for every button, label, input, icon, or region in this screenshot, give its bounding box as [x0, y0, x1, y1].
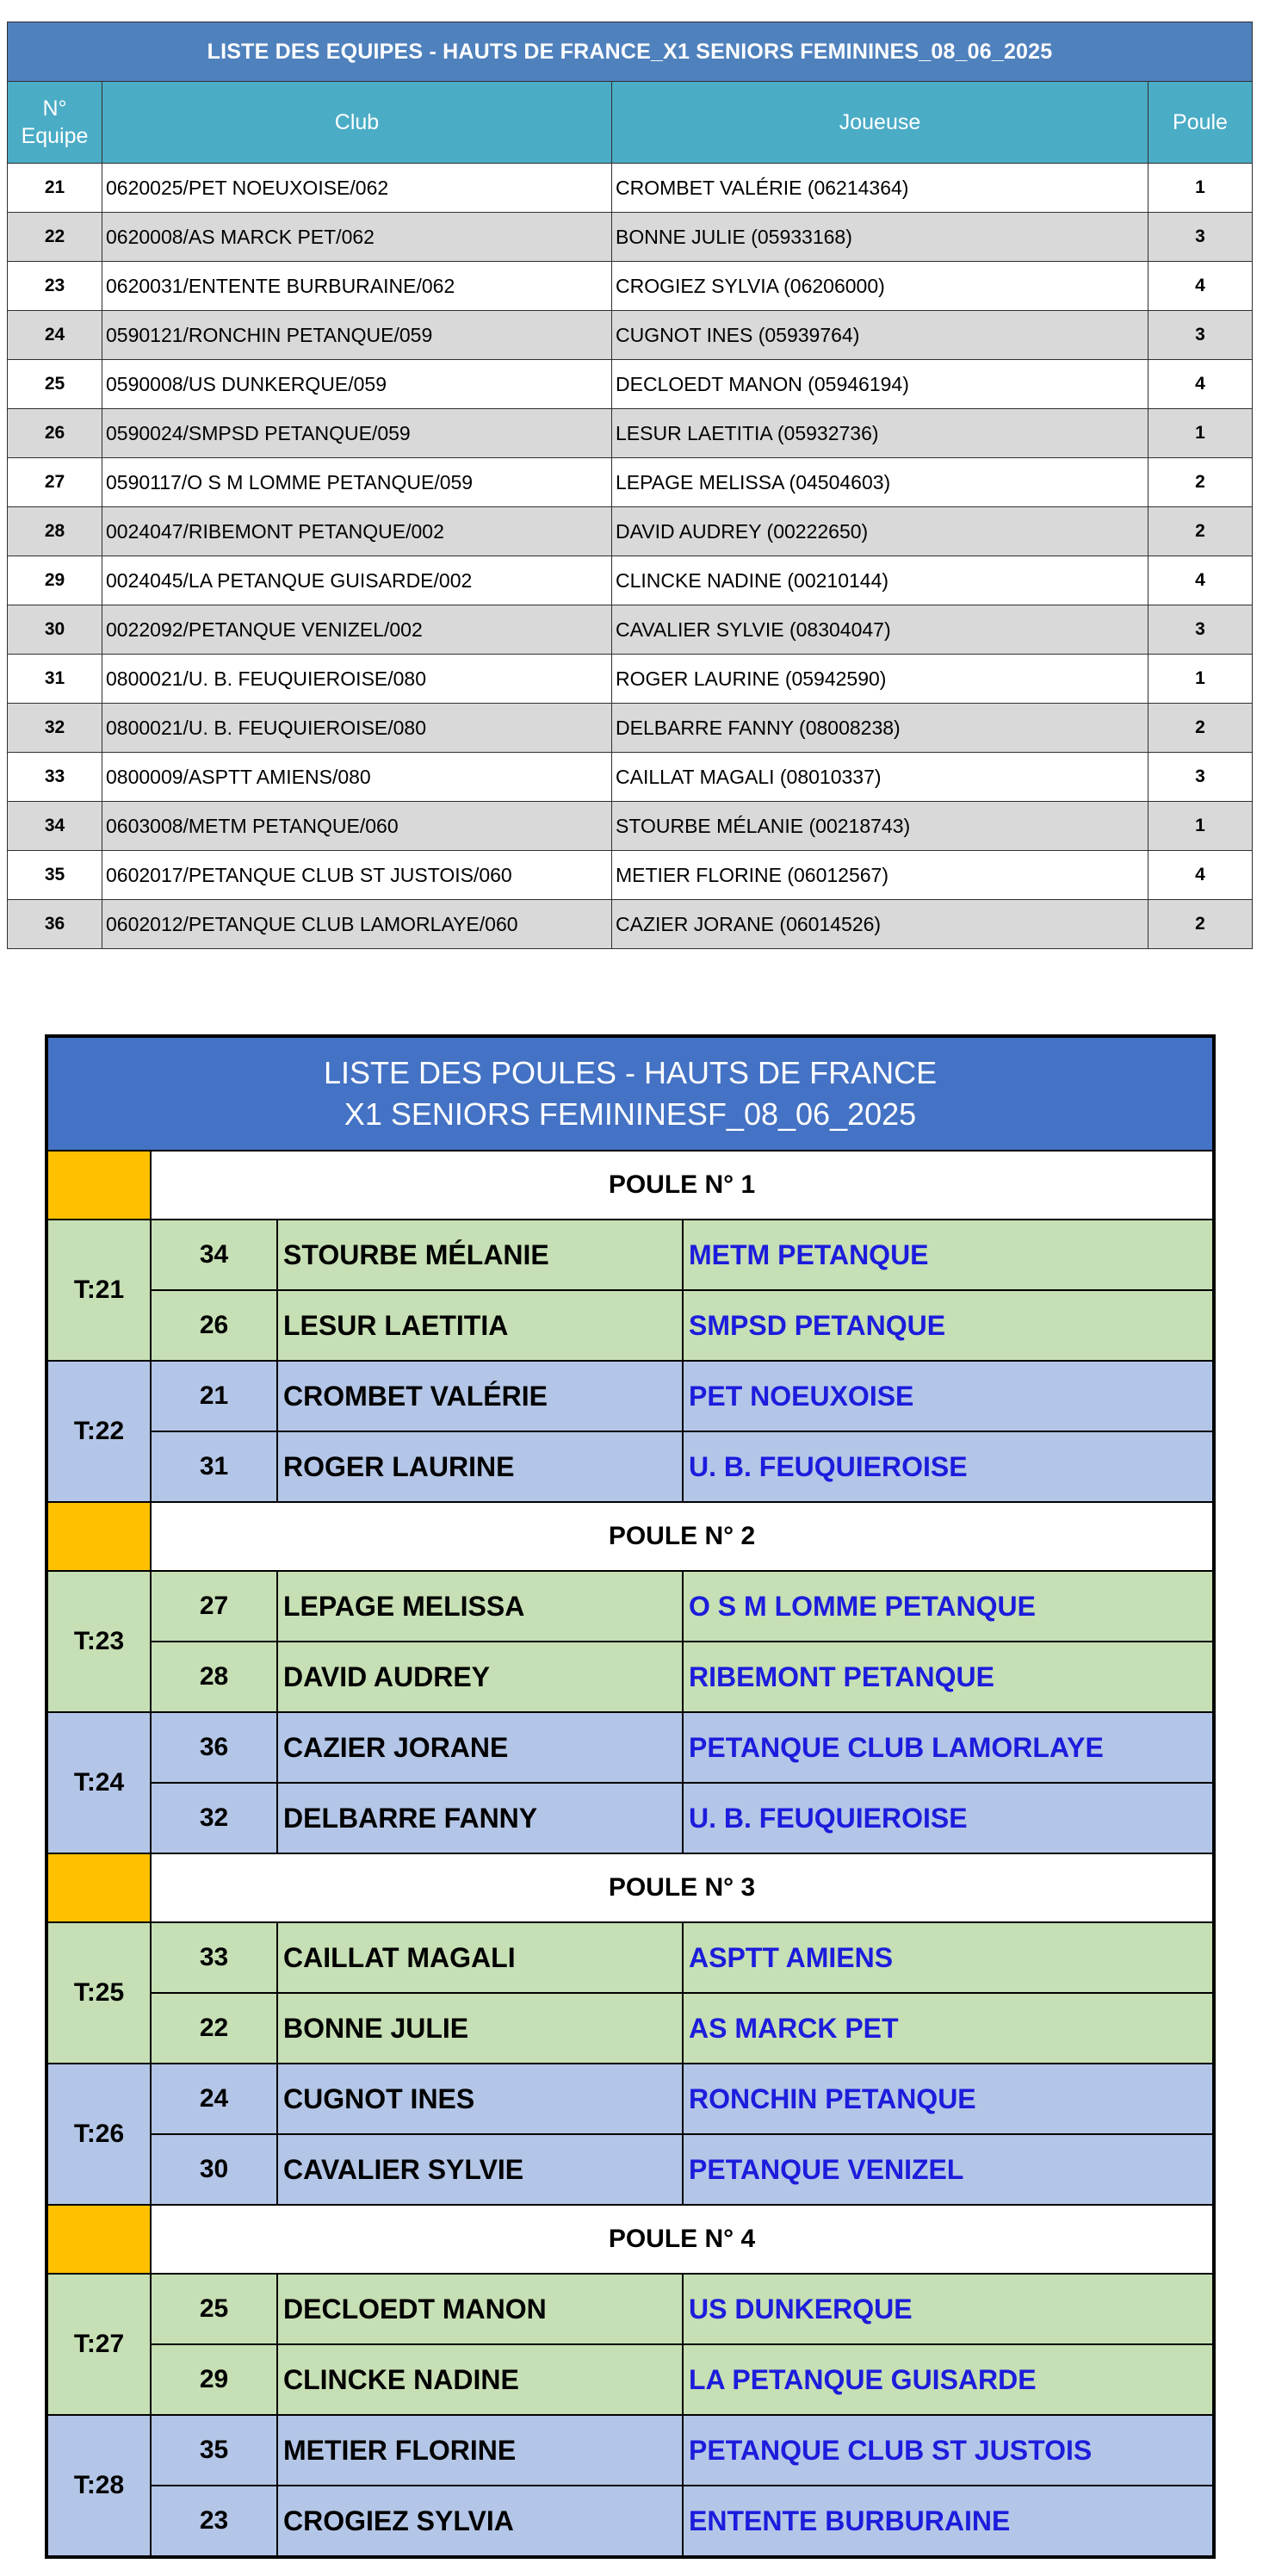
- team-number: 29: [151, 2344, 277, 2415]
- header-pool: Poule: [1148, 82, 1253, 164]
- team-number: 33: [151, 1922, 277, 1993]
- club-name: METM PETANQUE: [683, 1220, 1214, 1290]
- player-name: DAVID AUDREY: [277, 1642, 683, 1712]
- player-name: LEPAGE MELISSA (04504603): [612, 458, 1148, 507]
- pool-header-row: [46, 1853, 1214, 1922]
- player-name: DELBARRE FANNY: [277, 1783, 683, 1853]
- player-name: CLINCKE NADINE: [277, 2344, 683, 2415]
- player-name: CAVALIER SYLVIE: [277, 2134, 683, 2205]
- club-name: 0800009/ASPTT AMIENS/080: [102, 753, 612, 802]
- pool-number: 4: [1148, 556, 1253, 605]
- club-name: 0800021/U. B. FEUQUIEROISE/080: [102, 655, 612, 704]
- table-row: [8, 851, 1253, 900]
- club-name: 0620031/ENTENTE BURBURAINE/062: [102, 262, 612, 311]
- pool-number: 3: [1148, 311, 1253, 360]
- pool-number: 2: [1148, 900, 1253, 949]
- team-number: 21: [151, 1361, 277, 1431]
- team-number: 32: [8, 704, 102, 753]
- player-name: CAILLAT MAGALI (08010337): [612, 753, 1148, 802]
- pool-team-row: [46, 2274, 1214, 2344]
- table-row: [8, 704, 1253, 753]
- team-number: 27: [8, 458, 102, 507]
- player-name: CAZIER JORANE: [277, 1712, 683, 1783]
- pool-number: 4: [1148, 360, 1253, 409]
- team-number: 36: [8, 900, 102, 949]
- player-name: CROMBET VALÉRIE: [277, 1361, 683, 1431]
- club-name: PET NOEUXOISE: [683, 1361, 1214, 1431]
- team-number: 25: [8, 360, 102, 409]
- team-number: 25: [151, 2274, 277, 2344]
- pool-marker: [46, 2205, 151, 2274]
- club-name: PETANQUE CLUB ST JUSTOIS: [683, 2415, 1214, 2486]
- team-number: 26: [8, 409, 102, 458]
- club-name: 0620008/AS MARCK PET/062: [102, 213, 612, 262]
- team-number: 30: [8, 605, 102, 655]
- match-table-number: T:25: [46, 1922, 151, 2064]
- team-number: 34: [151, 1220, 277, 1290]
- pool-team-row: [46, 2415, 1214, 2486]
- club-name: 0602017/PETANQUE CLUB ST JUSTOIS/060: [102, 851, 612, 900]
- teams-table-header: [8, 82, 1253, 164]
- player-name: METIER FLORINE (06012567): [612, 851, 1148, 900]
- pool-header-row: [46, 1151, 1214, 1220]
- pools-title-line1: LISTE DES POULES - HAUTS DE FRANCE: [323, 1055, 938, 1090]
- club-name: U. B. FEUQUIEROISE: [683, 1783, 1214, 1853]
- player-name: LESUR LAETITIA: [277, 1290, 683, 1361]
- match-table-number: T:22: [46, 1361, 151, 1502]
- team-number: 36: [151, 1712, 277, 1783]
- pool-number: 1: [1148, 164, 1253, 213]
- player-name: CAVALIER SYLVIE (08304047): [612, 605, 1148, 655]
- pool-number: 3: [1148, 213, 1253, 262]
- table-row: [8, 360, 1253, 409]
- team-number: 23: [8, 262, 102, 311]
- club-name: 0590117/O S M LOMME PETANQUE/059: [102, 458, 612, 507]
- player-name: CUGNOT INES: [277, 2064, 683, 2134]
- team-number: 29: [8, 556, 102, 605]
- table-row: [8, 213, 1253, 262]
- club-name: 0602012/PETANQUE CLUB LAMORLAYE/060: [102, 900, 612, 949]
- pool-number: 1: [1148, 802, 1253, 851]
- teams-table: [7, 22, 1253, 949]
- table-row: [8, 311, 1253, 360]
- pool-team-row: [46, 1220, 1214, 1290]
- pool-number: 3: [1148, 605, 1253, 655]
- table-row: [8, 900, 1253, 949]
- pool-team-row: [46, 2344, 1214, 2415]
- pool-team-row: [46, 1571, 1214, 1642]
- table-row: [8, 605, 1253, 655]
- player-name: BONNE JULIE: [277, 1993, 683, 2064]
- club-name: 0024045/LA PETANQUE GUISARDE/002: [102, 556, 612, 605]
- pool-team-row: [46, 1712, 1214, 1783]
- team-number: 23: [151, 2486, 277, 2557]
- player-name: CAILLAT MAGALI: [277, 1922, 683, 1993]
- pool-team-row: [46, 1642, 1214, 1712]
- club-name: 0024047/RIBEMONT PETANQUE/002: [102, 507, 612, 556]
- club-name: 0590008/US DUNKERQUE/059: [102, 360, 612, 409]
- player-name: CROGIEZ SYLVIA: [277, 2486, 683, 2557]
- team-number: 32: [151, 1783, 277, 1853]
- club-name: RIBEMONT PETANQUE: [683, 1642, 1214, 1712]
- pool-number: 4: [1148, 851, 1253, 900]
- player-name: DAVID AUDREY (00222650): [612, 507, 1148, 556]
- table-row: [8, 802, 1253, 851]
- table-row: [8, 409, 1253, 458]
- match-table-number: T:23: [46, 1571, 151, 1712]
- pool-label: POULE N° 3: [151, 1853, 1214, 1922]
- pool-marker: [46, 1853, 151, 1922]
- team-number: 34: [8, 802, 102, 851]
- team-number: 22: [8, 213, 102, 262]
- table-row: [8, 164, 1253, 213]
- pool-header-row: [46, 2205, 1214, 2274]
- team-number: 35: [8, 851, 102, 900]
- player-name: DECLOEDT MANON: [277, 2274, 683, 2344]
- pools-table: [45, 1034, 1216, 2559]
- pool-label: POULE N° 2: [151, 1502, 1214, 1571]
- team-number: 24: [8, 311, 102, 360]
- player-name: STOURBE MÉLANIE: [277, 1220, 683, 1290]
- club-name: RONCHIN PETANQUE: [683, 2064, 1214, 2134]
- match-table-number: T:24: [46, 1712, 151, 1853]
- club-name: ASPTT AMIENS: [683, 1922, 1214, 1993]
- team-number: 24: [151, 2064, 277, 2134]
- match-table-number: T:27: [46, 2274, 151, 2415]
- table-row: [8, 507, 1253, 556]
- header-team-number: N° Equipe: [8, 82, 102, 164]
- pool-team-row: [46, 1361, 1214, 1431]
- team-number: 28: [8, 507, 102, 556]
- pool-number: 3: [1148, 753, 1253, 802]
- pool-team-row: [46, 1290, 1214, 1361]
- player-name: ROGER LAURINE: [277, 1431, 683, 1502]
- player-name: BONNE JULIE (05933168): [612, 213, 1148, 262]
- player-name: LESUR LAETITIA (05932736): [612, 409, 1148, 458]
- pool-team-row: [46, 1431, 1214, 1502]
- pool-number: 2: [1148, 507, 1253, 556]
- pools-title-line2: X1 SENIORS FEMININESF_08_06_2025: [344, 1096, 917, 1132]
- team-number: 30: [151, 2134, 277, 2205]
- pool-marker: [46, 1502, 151, 1571]
- team-number: 35: [151, 2415, 277, 2486]
- table-row: [8, 262, 1253, 311]
- team-number: 31: [8, 655, 102, 704]
- team-number: 31: [151, 1431, 277, 1502]
- team-number: 28: [151, 1642, 277, 1712]
- header-player: Joueuse: [612, 82, 1148, 164]
- pool-team-row: [46, 2486, 1214, 2557]
- table-row: [8, 458, 1253, 507]
- club-name: 0603008/METM PETANQUE/060: [102, 802, 612, 851]
- team-number: 27: [151, 1571, 277, 1642]
- pool-number: 4: [1148, 262, 1253, 311]
- table-row: [8, 753, 1253, 802]
- pool-number: 2: [1148, 458, 1253, 507]
- club-name: 0620025/PET NOEUXOISE/062: [102, 164, 612, 213]
- player-name: CAZIER JORANE (06014526): [612, 900, 1148, 949]
- pool-label: POULE N° 4: [151, 2205, 1214, 2274]
- club-name: AS MARCK PET: [683, 1993, 1214, 2064]
- match-table-number: T:21: [46, 1220, 151, 1361]
- table-row: [8, 556, 1253, 605]
- player-name: DELBARRE FANNY (08008238): [612, 704, 1148, 753]
- pool-marker: [46, 1151, 151, 1220]
- table-row: [8, 655, 1253, 704]
- club-name: O S M LOMME PETANQUE: [683, 1571, 1214, 1642]
- club-name: PETANQUE VENIZEL: [683, 2134, 1214, 2205]
- header-club: Club: [102, 82, 612, 164]
- teams-table-title: LISTE DES EQUIPES - HAUTS DE FRANCE_X1 SENIORS FEMININES_08_06_2025: [8, 22, 1253, 82]
- pool-number: 2: [1148, 704, 1253, 753]
- team-number: 22: [151, 1993, 277, 2064]
- pool-team-row: [46, 1783, 1214, 1853]
- pools-table-body: [46, 1151, 1214, 2557]
- player-name: CLINCKE NADINE (00210144): [612, 556, 1148, 605]
- pool-label: POULE N° 1: [151, 1151, 1214, 1220]
- team-number: 26: [151, 1290, 277, 1361]
- club-name: 0022092/PETANQUE VENIZEL/002: [102, 605, 612, 655]
- player-name: METIER FLORINE: [277, 2415, 683, 2486]
- club-name: U. B. FEUQUIEROISE: [683, 1431, 1214, 1502]
- club-name: 0800021/U. B. FEUQUIEROISE/080: [102, 704, 612, 753]
- pool-team-row: [46, 2134, 1214, 2205]
- pool-number: 1: [1148, 409, 1253, 458]
- match-table-number: T:28: [46, 2415, 151, 2557]
- pools-table-title: [46, 1036, 1214, 1151]
- team-number: 33: [8, 753, 102, 802]
- player-name: CUGNOT INES (05939764): [612, 311, 1148, 360]
- team-number: 21: [8, 164, 102, 213]
- club-name: PETANQUE CLUB LAMORLAYE: [683, 1712, 1214, 1783]
- club-name: 0590121/RONCHIN PETANQUE/059: [102, 311, 612, 360]
- club-name: SMPSD PETANQUE: [683, 1290, 1214, 1361]
- pool-team-row: [46, 1922, 1214, 1993]
- match-table-number: T:26: [46, 2064, 151, 2205]
- player-name: CROGIEZ SYLVIA (06206000): [612, 262, 1148, 311]
- player-name: DECLOEDT MANON (05946194): [612, 360, 1148, 409]
- pool-team-row: [46, 1993, 1214, 2064]
- teams-table-body: [8, 164, 1253, 949]
- pool-team-row: [46, 2064, 1214, 2134]
- pool-number: 1: [1148, 655, 1253, 704]
- club-name: LA PETANQUE GUISARDE: [683, 2344, 1214, 2415]
- club-name: US DUNKERQUE: [683, 2274, 1214, 2344]
- pool-header-row: [46, 1502, 1214, 1571]
- player-name: ROGER LAURINE (05942590): [612, 655, 1148, 704]
- club-name: 0590024/SMPSD PETANQUE/059: [102, 409, 612, 458]
- club-name: ENTENTE BURBURAINE: [683, 2486, 1214, 2557]
- player-name: CROMBET VALÉRIE (06214364): [612, 164, 1148, 213]
- player-name: STOURBE MÉLANIE (00218743): [612, 802, 1148, 851]
- player-name: LEPAGE MELISSA: [277, 1571, 683, 1642]
